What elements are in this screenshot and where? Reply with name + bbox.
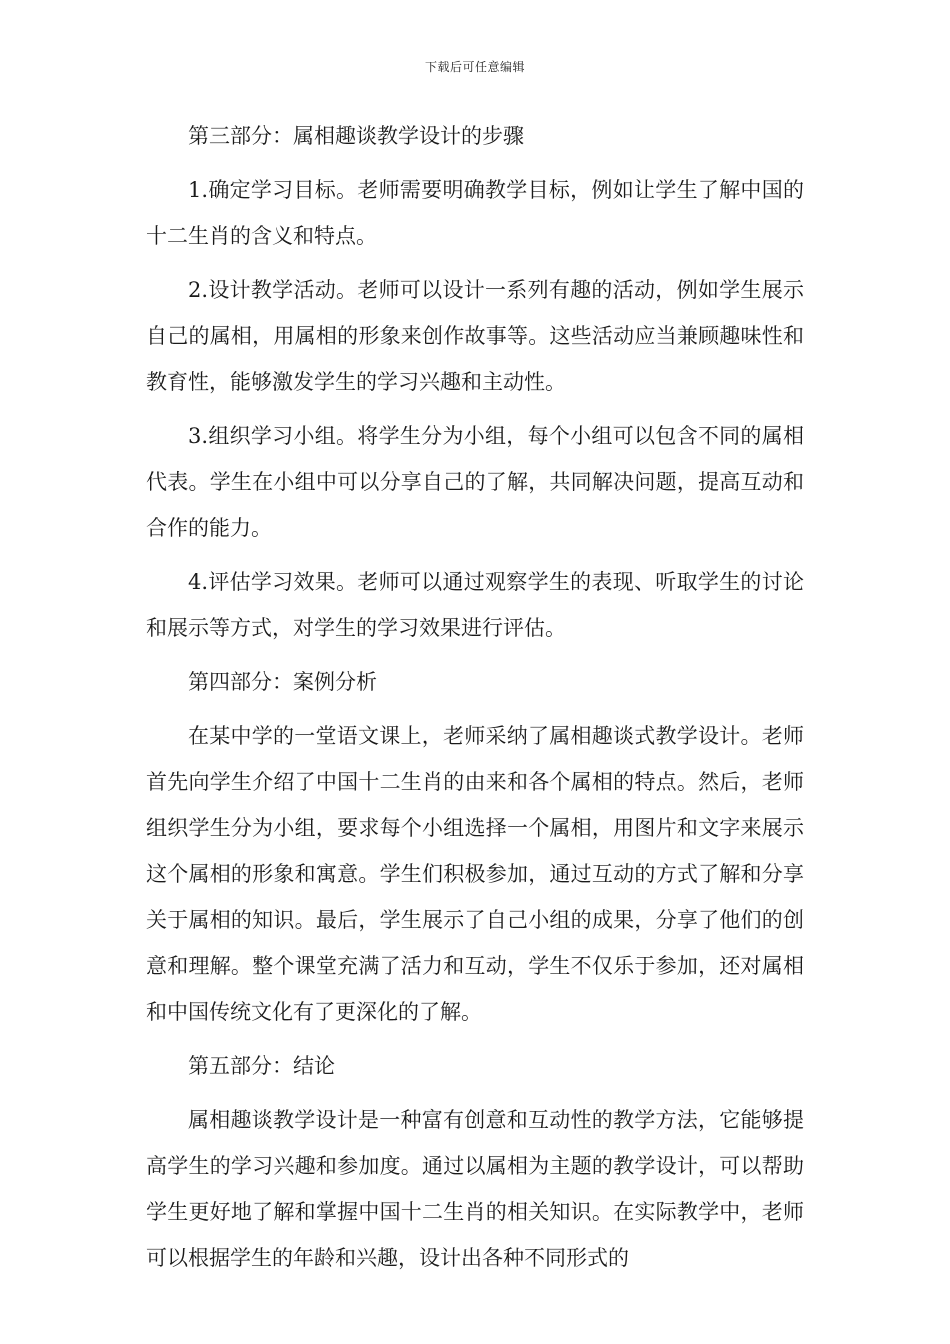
section-heading-part-four: 第四部分：案例分析: [188, 670, 377, 694]
document-body: [146, 113, 804, 1289]
section-heading-part-five: 第五部分：结论: [188, 1054, 335, 1078]
step-2-paragraph: 2.设计教学活动。老师可以设计一系列有趣的活动，例如学生展示自己的属相，用属相的形象来创作故事等。这些活动应当兼顾趣味性和教育性，能够激发学生的学习兴趣和主动性。: [146, 278, 804, 394]
step-4-paragraph: 4.评估学习效果。老师可以通过观察学生的表现、听取学生的讨论和展示等方式，对学生的学习效果进行评估。: [146, 570, 804, 640]
section-heading-part-three: 第三部分：属相趣谈教学设计的步骤: [188, 124, 524, 148]
page-header-note: 下载后可任意编辑: [424, 60, 525, 74]
step-3-paragraph: 3.组织学习小组。将学生分为小组，每个小组可以包含不同的属相代表。学生在小组中可以分享自己的了解，共同解决问题，提高互动和合作的能力。: [146, 424, 804, 540]
step-1-paragraph: 1.确定学习目标。老师需要明确教学目标，例如让学生了解中国的十二生肖的含义和特点。: [146, 178, 804, 248]
case-analysis-paragraph: 在某中学的一堂语文课上，老师采纳了属相趣谈式教学设计。老师首先向学生介绍了中国十二生肖的由来和各个属相的特点。然后，老师组织学生分为小组，要求每个小组选择一个属相，用图片和文字来展示这个属相的形象和寓意。学生们积极参加，通过互动的方式了解和分享关于属相的知识。最后，学生展示了自己小组的成果，分享了他们的创意和理解。整个课堂充满了活力和互动，学生不仅乐于参加，还对属相和中国传统文化有了更深化的了解。: [146, 724, 804, 1024]
conclusion-paragraph: 属相趣谈教学设计是一种富有创意和互动性的教学方法，它能够提高学生的学习兴趣和参加度。通过以属相为主题的教学设计，可以帮助学生更好地了解和掌握中国十二生肖的相关知识。在实际教学中，老师可以根据学生的年龄和兴趣，设计出各种不同形式的: [146, 1108, 804, 1270]
